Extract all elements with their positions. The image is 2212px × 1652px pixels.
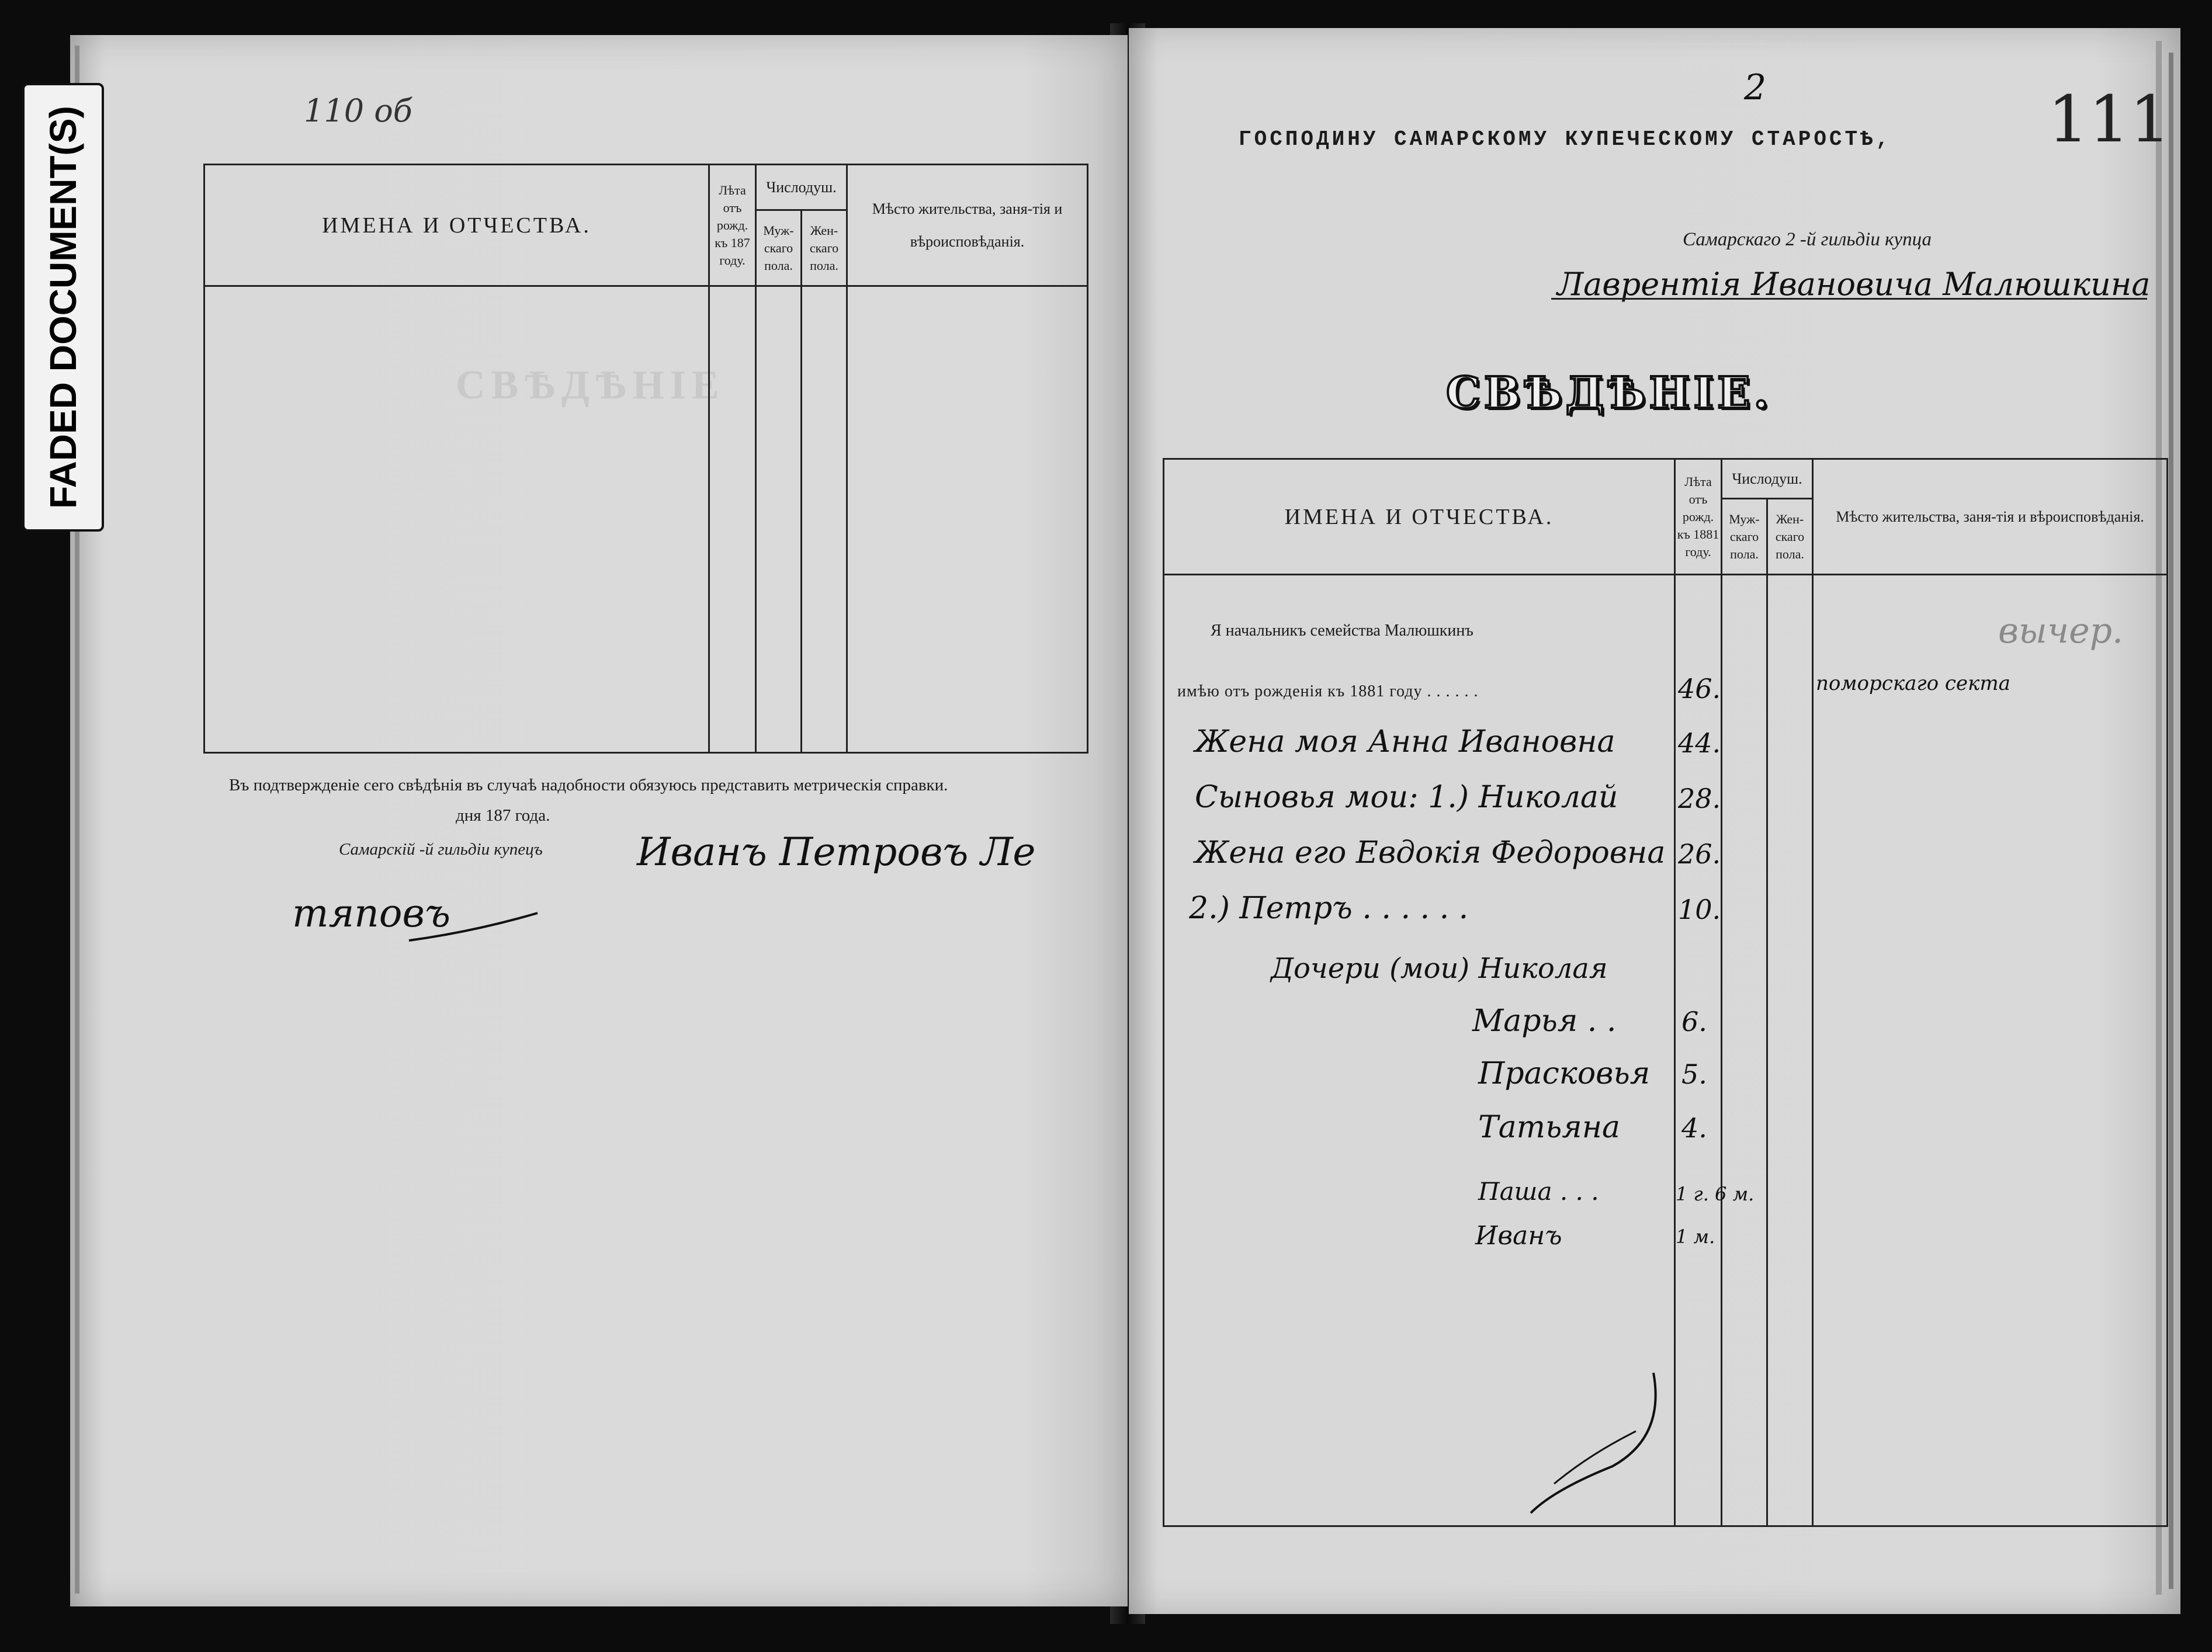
left-bleed-through-title: СВѢДѢНІЕ bbox=[456, 363, 725, 408]
left-col-souls-header: Числодуш. bbox=[756, 165, 847, 210]
left-col-names-header: ИМЕНА И ОТЧЕСТВА. bbox=[204, 165, 709, 286]
entry-9-name: Татьяна bbox=[1478, 1110, 1620, 1145]
right-merchant-name: Лаврентія Ивановича Малюшкина bbox=[1557, 266, 2151, 303]
left-col-age-header: Лѣта отъ рожд. къ 187 году. bbox=[709, 165, 756, 286]
right-col-male-header: Муж-скаго пола. bbox=[1722, 499, 1767, 575]
right-addressee: ГОСПОДИНУ САМАРСКОМУ КУПЕЧЕСКОМУ СТАРОСТѢ, bbox=[1239, 127, 1892, 151]
entry-7-name: Марья . . bbox=[1472, 1004, 1617, 1039]
page-edge-right-2 bbox=[2169, 53, 2173, 1589]
entry-11-name: Иванъ bbox=[1475, 1221, 1562, 1251]
left-folio-number: 110 об bbox=[304, 92, 412, 129]
entry-9-age: 4. bbox=[1681, 1112, 1707, 1144]
entry-8-name: Прасковья bbox=[1478, 1056, 1651, 1091]
left-col-female-header: Жен-скаго пола. bbox=[802, 210, 847, 286]
entry-7-age: 6. bbox=[1681, 1006, 1707, 1037]
left-signature-flourish bbox=[403, 908, 543, 949]
left-body-male bbox=[756, 286, 802, 753]
entry-1-name: имѣю отъ рожденія къ 1881 году . . . . . . bbox=[1177, 682, 1479, 700]
right-top-mark: 2 bbox=[1744, 67, 1767, 108]
entry-1-age: 46. bbox=[1678, 673, 1721, 704]
entry-0-name: Я начальникъ семейства Малюшкинъ bbox=[1211, 622, 1473, 640]
entry-6-name: Дочери (мои) Николая bbox=[1271, 952, 1608, 985]
left-body-names bbox=[204, 286, 709, 753]
left-date-line: дня 187 года. bbox=[456, 806, 550, 825]
faded-document-tab[interactable] bbox=[22, 83, 104, 532]
right-body-male bbox=[1722, 575, 1767, 1526]
entry-4-name: Жена его Евдокія Федоровна bbox=[1195, 835, 1666, 870]
entry-11-age: 1 м. bbox=[1676, 1226, 1715, 1248]
entry-3-name: Сыновья мои: 1.) Николай bbox=[1195, 780, 1618, 815]
right-col-souls-header: Числодуш. bbox=[1722, 459, 1813, 499]
right-col-age-header: Лѣта отъ рожд. къ 1881 году. bbox=[1675, 459, 1722, 575]
left-col-place-header: Мѣсто жительства, заня-тія и вѣроисповѣданія. bbox=[847, 165, 1088, 286]
entry-4-age: 26. bbox=[1678, 838, 1721, 870]
entry-5-age: 10. bbox=[1678, 894, 1721, 925]
left-body-female bbox=[802, 286, 847, 753]
right-merchant-underline bbox=[1551, 298, 2147, 300]
right-closing-flourish bbox=[1519, 1367, 1683, 1519]
right-place-entry: поморскаго секта bbox=[1816, 672, 2010, 695]
left-family-table bbox=[203, 164, 1088, 754]
right-folio-number: 111 bbox=[2048, 82, 2171, 157]
left-merchant-label: Самарскій -й гильдіи купецъ bbox=[339, 840, 543, 859]
left-signature-line-2: тяповъ bbox=[292, 891, 450, 936]
entry-2-age: 44. bbox=[1678, 727, 1721, 759]
entry-10-age: 1 г. 6 м. bbox=[1676, 1183, 1755, 1205]
left-signature-line-1: Иванъ Петровъ Ле bbox=[637, 830, 1036, 874]
right-col-names-header: ИМЕНА И ОТЧЕСТВА. bbox=[1164, 459, 1675, 575]
left-confirmation-text: Въ подтвержденіе сего свѣдѣнія въ случаѣ надобности обязуюсь представить метрическія справки. bbox=[229, 776, 948, 794]
entry-5-name: 2.) Петръ . . . . . . bbox=[1189, 891, 1469, 926]
right-col-place-header: Мѣсто жительства, заня-тія и вѣроисповѣданія. bbox=[1813, 459, 2168, 575]
entry-3-age: 28. bbox=[1678, 783, 1721, 814]
entry-8-age: 5. bbox=[1681, 1058, 1707, 1090]
faded-document-tab-label: FADED DOCUMENT(S) bbox=[42, 106, 84, 509]
left-body-place bbox=[847, 286, 1088, 753]
right-margin-note: вычер. bbox=[1998, 610, 2124, 651]
left-col-male-header: Муж-скаго пола. bbox=[756, 210, 802, 286]
entry-10-name: Паша . . . bbox=[1478, 1177, 1599, 1206]
right-col-female-header: Жен-скаго пола. bbox=[1767, 499, 1813, 575]
right-body-place bbox=[1813, 575, 2168, 1526]
entry-2-name: Жена моя Анна Ивановна bbox=[1195, 724, 1615, 759]
right-guild-line: Самарскаго 2 -й гильдіи купца bbox=[1683, 229, 1932, 250]
right-document-title: СВѢДѢНІЕ. bbox=[1446, 368, 1773, 418]
left-body-age bbox=[709, 286, 756, 753]
right-body-female bbox=[1767, 575, 1813, 1526]
